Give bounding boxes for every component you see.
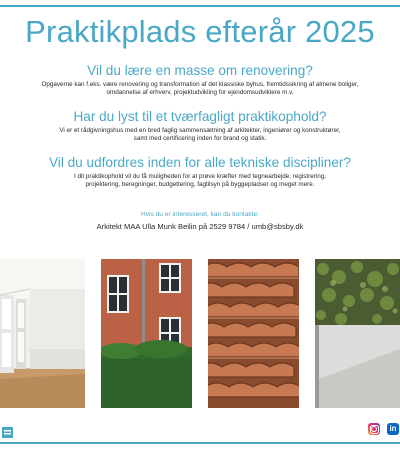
green-wall-photo <box>315 259 400 408</box>
contact-block <box>0 210 400 232</box>
instagram-icon[interactable] <box>368 423 380 435</box>
body-line: projektering, beregninger, budgettering, fagtilsyn på byggepladser og meget mere. <box>85 181 315 189</box>
body-line: Vi er et rådgivningshus med en bred faglig sammensætning af arkitekter, ingeniører og konstruktører, <box>59 127 341 134</box>
body-line: I dit praktikophold vil du få muligheden for at prøve kræfter med tegnearbejde, registrering, <box>73 173 326 180</box>
page-title: Praktikplads efterår 2025 <box>25 14 375 49</box>
contact-info: Arkitekt MAA Ulla Munk Beilin på 2529 9784 / umb@sbsby.dk <box>96 222 304 231</box>
section-discipliner <box>0 155 400 190</box>
brick-facade-photo <box>101 259 192 408</box>
section-body <box>0 127 400 144</box>
section-heading: Vil du lære en masse om renovering? <box>87 63 313 78</box>
bottom-divider <box>0 442 400 444</box>
body-line: samt med certificering inden for brand og statik. <box>133 135 267 143</box>
linkedin-icon[interactable]: in <box>387 423 399 435</box>
roof-tiles-photo <box>208 259 299 408</box>
top-divider <box>0 5 400 7</box>
section-body <box>0 173 400 190</box>
body-line: omdannelse af erhverv, projektudvikling for ejendomsudviklere m.v. <box>106 89 294 97</box>
section-heading: Har du lyst til et tværfagligt praktikophold? <box>73 109 327 124</box>
contact-lead: Hvis du er interesseret, kan du kontakte: <box>140 211 259 218</box>
body-line: Opgaverne kan f.eks. være renovering og transformation af det klassiske byhus, fremtidssikring af almene boliger, <box>41 81 359 88</box>
section-tvaerfagligt <box>0 109 400 144</box>
company-logo <box>2 425 13 436</box>
interior-room-photo <box>0 259 85 408</box>
section-renovering <box>0 63 400 98</box>
section-body <box>0 81 400 98</box>
section-heading: Vil du udfordres inden for alle tekniske discipliner? <box>48 155 351 170</box>
